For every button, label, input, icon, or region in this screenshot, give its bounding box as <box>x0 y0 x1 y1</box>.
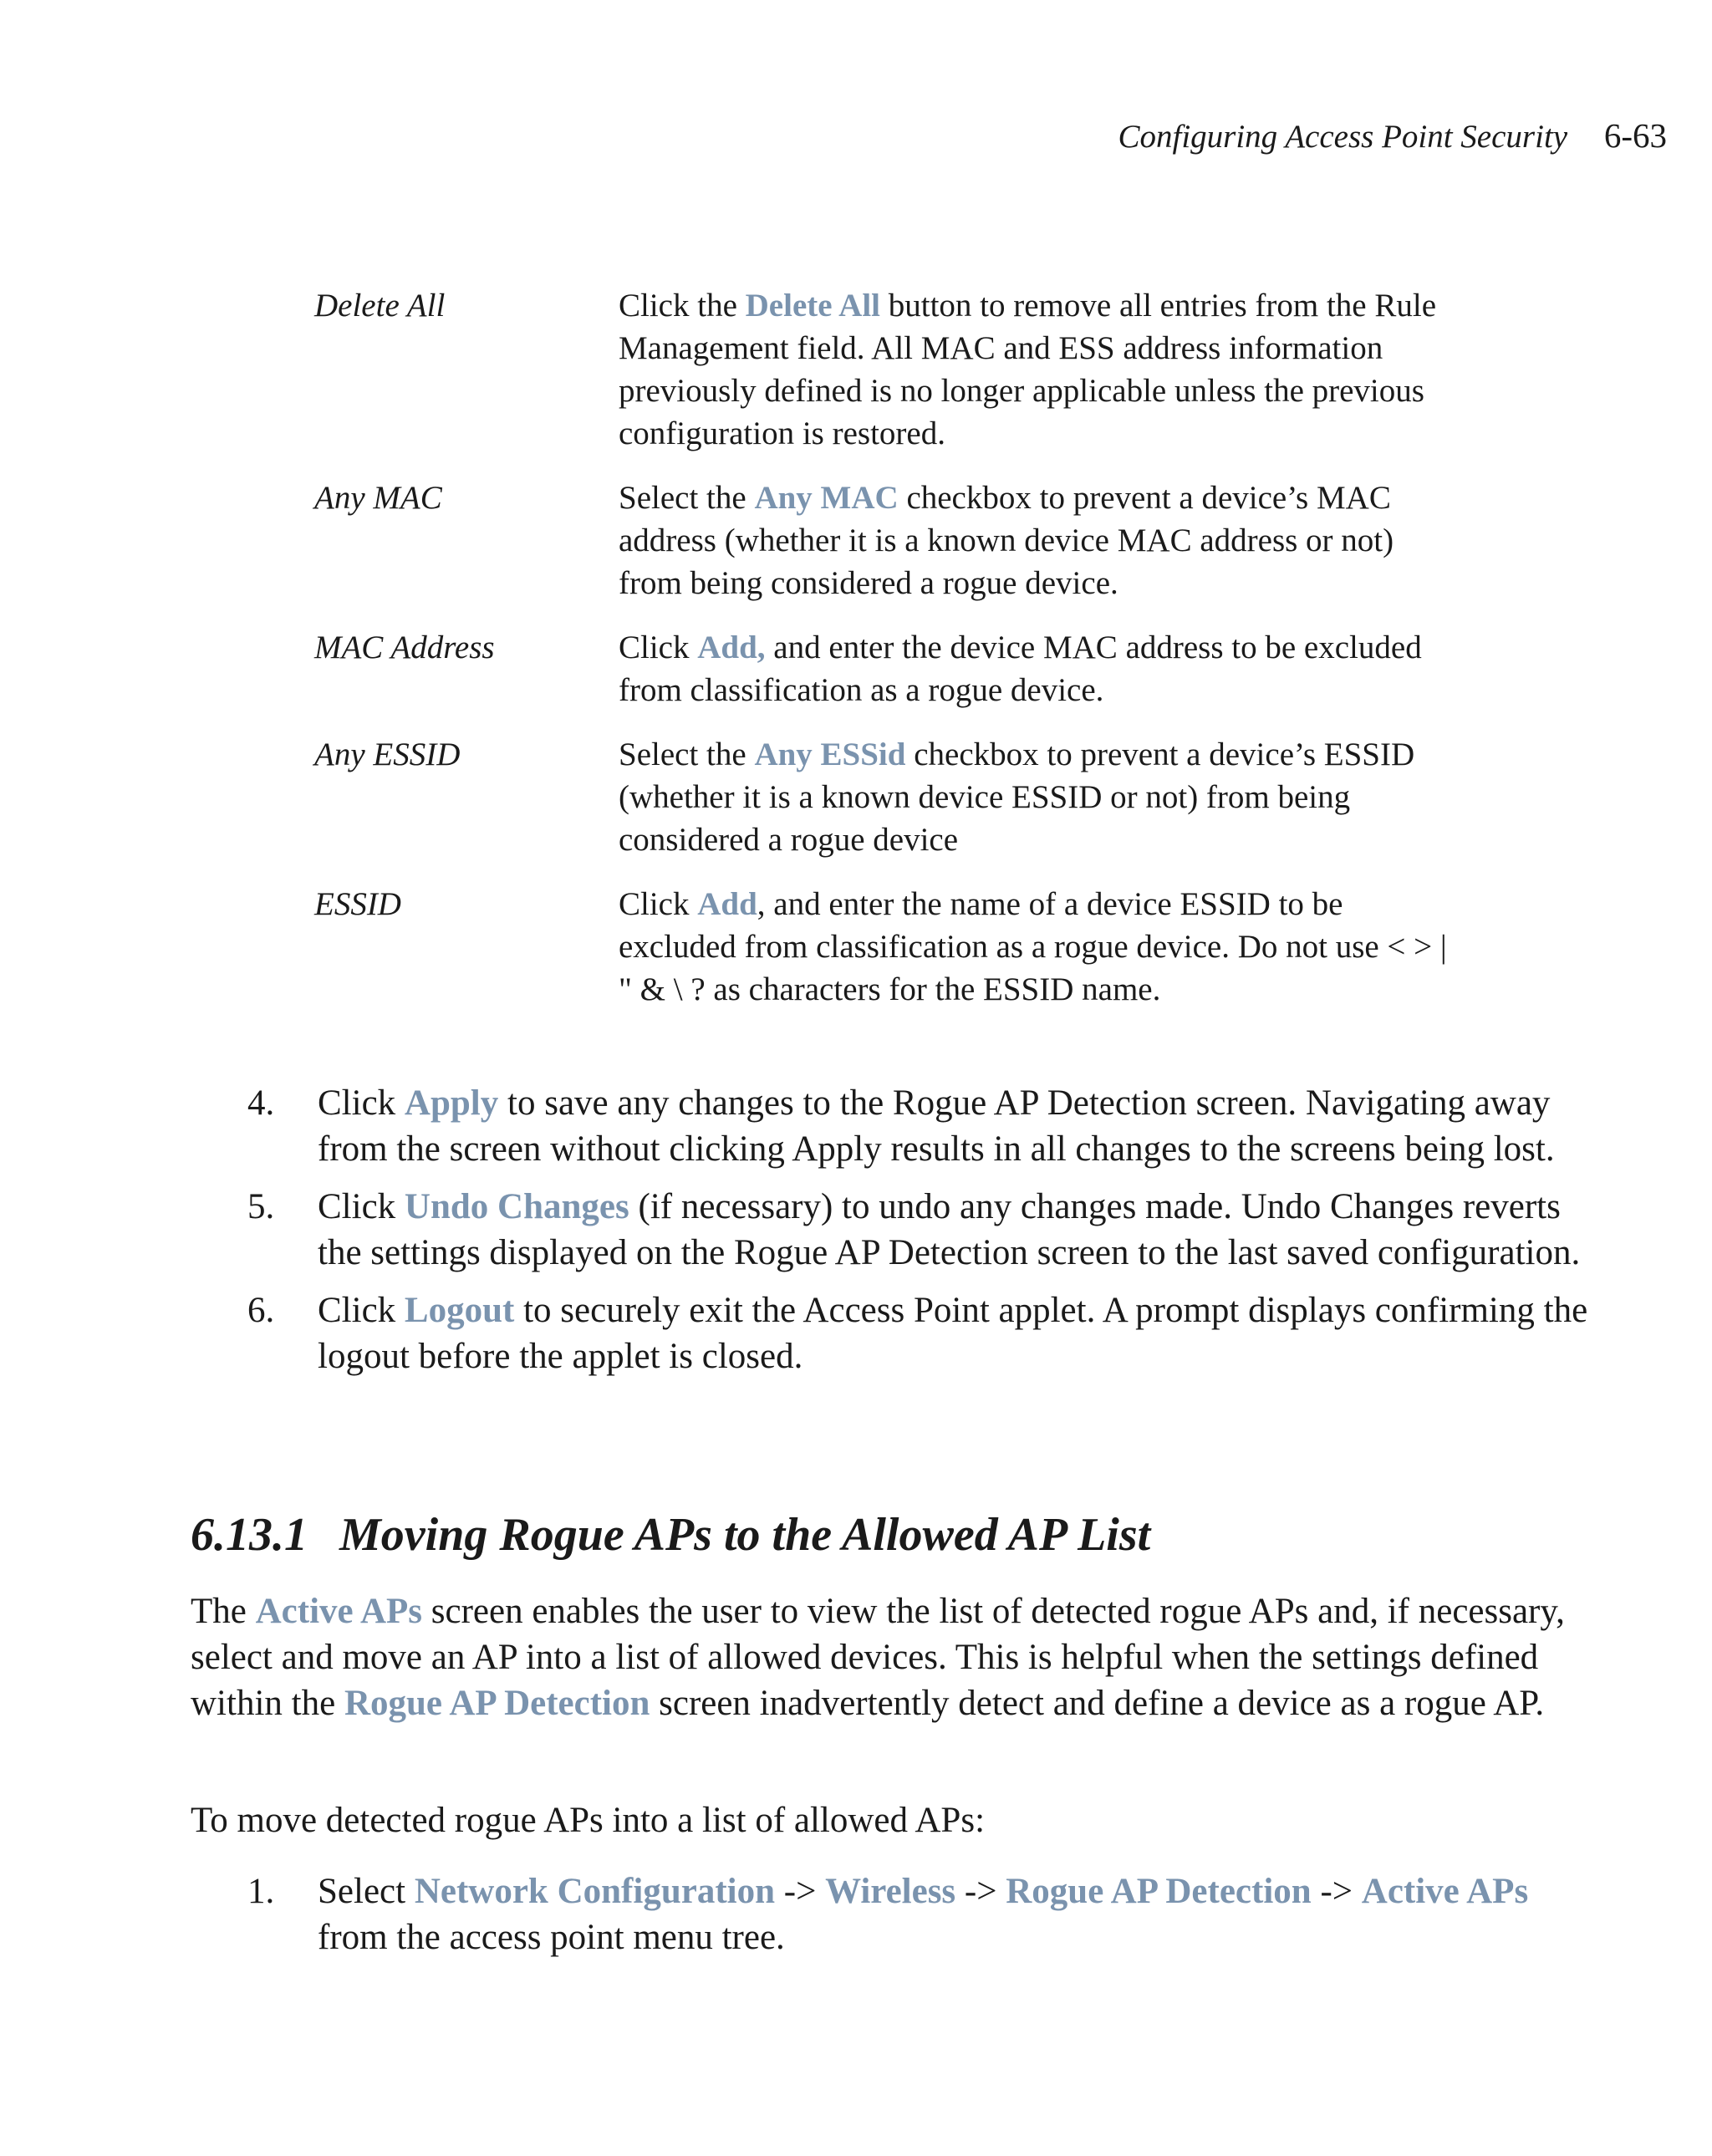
parameter-table <box>314 284 1468 1032</box>
step-text <box>318 1080 1593 1172</box>
step-text <box>318 1184 1593 1276</box>
ui-term-highlight: Wireless <box>825 1872 956 1911</box>
ui-term-highlight: Delete All <box>745 288 880 324</box>
page-number: 6-63 <box>1603 116 1667 155</box>
ui-term-highlight: Any ESSid <box>754 737 906 772</box>
parameter-row <box>314 477 1468 604</box>
step-number: 1. <box>247 1872 275 1911</box>
parameter-name: Delete All <box>314 288 446 324</box>
step-item <box>247 1287 1593 1379</box>
parameter-name: Any MAC <box>314 480 442 516</box>
parameter-description <box>619 477 1463 604</box>
ui-term-highlight: Rogue AP Detection <box>344 1684 650 1723</box>
parameter-description <box>619 626 1463 711</box>
body-text-run: Click <box>318 1291 405 1330</box>
body-text-run: Click <box>318 1083 405 1123</box>
step-text <box>318 1287 1593 1379</box>
step-text <box>318 1868 1593 1960</box>
parameter-name: ESSID <box>314 886 401 922</box>
body-text-run: (if necessary) to undo any changes made. Undo Changes reverts the settings displayed on the Rogue AP Detection screen to the last saved configuration. <box>318 1187 1581 1272</box>
step-item <box>247 1868 1593 1960</box>
section-heading <box>191 1505 1150 1565</box>
ui-term-highlight: Rogue AP Detection <box>1006 1872 1312 1911</box>
ui-term-highlight: Undo Changes <box>404 1187 629 1226</box>
parameter-description <box>619 883 1463 1011</box>
ui-term-highlight: Logout <box>404 1291 515 1330</box>
parameter-name: MAC Address <box>314 629 495 665</box>
body-text-run: Select <box>318 1872 415 1911</box>
step-number: 5. <box>247 1187 275 1226</box>
section-title: Moving Rogue APs to the Allowed AP List <box>339 1509 1151 1561</box>
body-text-run: -> <box>775 1872 826 1911</box>
body-text-run: Click the <box>619 288 746 324</box>
ui-term-highlight: Add, <box>697 629 766 665</box>
body-text-run: checkbox to prevent a device’s ESSID (whether it is a known device ESSID or not) from being considered a rogue device <box>619 737 1415 858</box>
parameter-row <box>314 626 1468 711</box>
page-header <box>1118 115 1667 155</box>
procedure-steps <box>247 1080 1593 1391</box>
parameter-name: Any ESSID <box>314 737 461 772</box>
body-text-run: , and enter the name of a device ESSID to be excluded from classification as a rogue device. Do not use < > | " & \ ? as characters for the ESSID name. <box>619 886 1447 1007</box>
body-text-run: screen inadvertently detect and define a device as a rogue AP. <box>650 1684 1545 1723</box>
intro-paragraph <box>191 1588 1595 1726</box>
ui-term-highlight: Network Configuration <box>414 1872 776 1911</box>
lead-sentence: To move detected rogue APs into a list of allowed APs: <box>191 1801 986 1840</box>
body-text-run: Click <box>619 886 698 922</box>
body-text-run: from the access point menu tree. <box>318 1918 785 1957</box>
body-text-run: -> <box>955 1872 1006 1911</box>
body-text-run: Click <box>619 629 698 665</box>
parameter-row <box>314 733 1468 861</box>
ui-term-highlight: Active APs <box>255 1592 423 1631</box>
body-text-run: Click <box>318 1187 405 1226</box>
ui-term-highlight: Active APs <box>1361 1872 1529 1911</box>
parameter-row <box>314 284 1468 455</box>
body-text-run: Select the <box>619 480 755 516</box>
ui-term-highlight: Apply <box>404 1083 499 1123</box>
section-number: 6.13.1 <box>191 1509 308 1561</box>
body-text-run: to save any changes to the Rogue AP Detection screen. Navigating away from the screen without clicking Apply results in all changes to the screens being lost. <box>318 1083 1555 1169</box>
ui-term-highlight: Add <box>697 886 757 922</box>
parameter-description <box>619 733 1463 861</box>
body-text-run: to securely exit the Access Point applet. A prompt displays confirming the logout before the applet is closed. <box>318 1291 1588 1376</box>
step-item <box>247 1184 1593 1276</box>
procedure-steps-2 <box>247 1868 1593 1972</box>
running-title: Configuring Access Point Security <box>1118 119 1568 155</box>
parameter-row <box>314 883 1468 1011</box>
step-number: 6. <box>247 1291 275 1330</box>
parameter-description <box>619 284 1463 455</box>
body-text-run: screen enables the user to view the list of detected rogue APs and, if necessary, select and move an AP into a list of allowed devices. This is helpful when the settings defined within the <box>191 1592 1565 1723</box>
body-text-run: Select the <box>619 737 755 772</box>
body-text-run: button to remove all entries from the Rule Management field. All MAC and ESS address information previously defined is no longer applicable unless the previous configuration is restored. <box>619 288 1436 451</box>
step-item <box>247 1080 1593 1172</box>
step-number: 4. <box>247 1083 275 1123</box>
body-text-run: checkbox to prevent a device’s MAC address (whether it is a known device MAC address or not) from being considered a rogue device. <box>619 480 1394 601</box>
body-text-run: The <box>191 1592 256 1631</box>
body-text-run: -> <box>1311 1872 1362 1911</box>
ui-term-highlight: Any MAC <box>754 480 899 516</box>
body-text-run: and enter the device MAC address to be excluded from classification as a rogue device. <box>619 629 1422 708</box>
